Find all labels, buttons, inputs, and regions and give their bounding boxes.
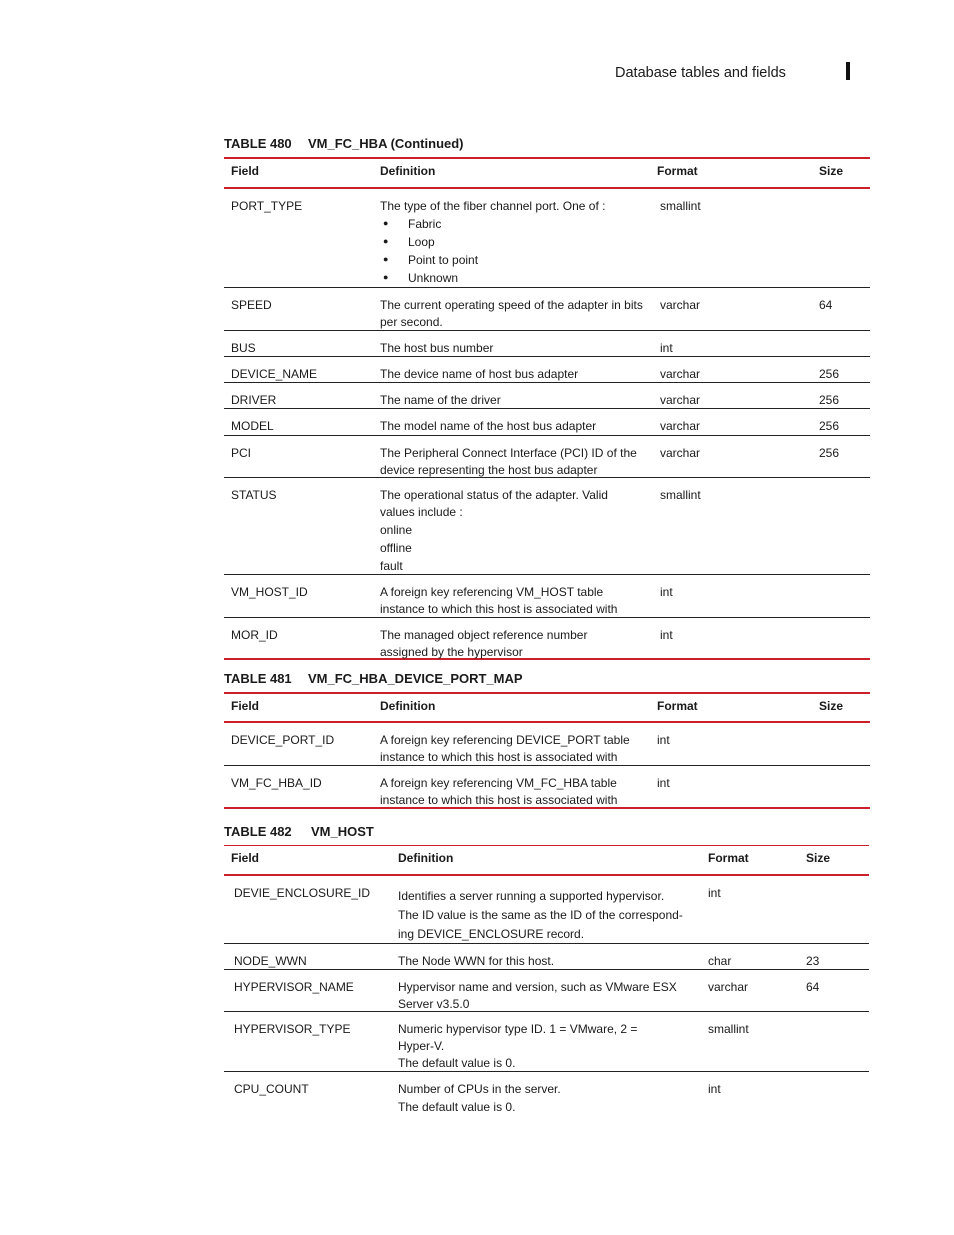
format-cell: int	[708, 1082, 721, 1096]
definition-cell: The Peripheral Connect Interface (PCI) ID of the device representing the host bus adapter	[380, 446, 637, 477]
format-cell: varchar	[660, 446, 701, 460]
definition-cell: The managed object reference number assigned by the hypervisor	[380, 628, 588, 659]
table-481	[224, 692, 870, 809]
bullet-item: ● Point to point	[380, 252, 645, 269]
definition-cell: The current operating speed of the adapter in bits per second.	[380, 298, 643, 329]
size-cell: 64	[819, 298, 833, 312]
field-cell: DEVICE_PORT_ID	[231, 733, 335, 747]
definition-cell	[398, 887, 698, 944]
table-row	[224, 189, 870, 288]
field-cell: DRIVER	[231, 393, 277, 407]
bullet-item: ● Fabric	[380, 216, 645, 233]
definition-cell	[398, 1021, 673, 1072]
table-row	[224, 723, 870, 766]
table-row	[224, 1072, 869, 1116]
table-caption	[224, 136, 464, 151]
definition-cell: The name of the driver	[380, 393, 501, 407]
definition-text: The operational status of the adapter. Valid values include :	[380, 488, 608, 519]
table-header-row	[224, 845, 869, 876]
definition-cell	[398, 1081, 698, 1115]
size-cell: 23	[806, 954, 820, 968]
field-cell: MODEL	[231, 419, 274, 433]
format-cell: int	[708, 886, 721, 900]
table-title: VM_HOST	[311, 824, 374, 839]
definition-cell: The model name of the host bus adapter	[380, 419, 597, 433]
format-cell: smallint	[660, 488, 701, 502]
field-cell: PORT_TYPE	[231, 199, 303, 213]
table-number: TABLE 480	[224, 136, 292, 151]
table-row	[224, 383, 870, 409]
size-cell: 256	[819, 367, 840, 381]
size-cell: 256	[819, 419, 840, 433]
format-cell: smallint	[708, 1022, 749, 1036]
format-cell: int	[657, 733, 670, 747]
format-cell: int	[660, 341, 673, 355]
table-number: TABLE 482	[224, 824, 292, 839]
table-row	[224, 1012, 869, 1072]
header-size: Size	[806, 851, 831, 865]
table-row	[224, 288, 870, 331]
table-row	[224, 409, 870, 436]
table-caption	[224, 671, 523, 686]
definition-cell	[380, 198, 645, 287]
field-cell: HYPERVISOR_NAME	[234, 980, 354, 994]
table-header-row	[224, 692, 870, 723]
definition-cell: The host bus number	[380, 341, 494, 355]
format-cell: int	[660, 585, 673, 599]
header-format: Format	[657, 164, 698, 178]
definition-text: Identifies a server running a supported hypervisor.	[398, 889, 665, 903]
header-definition: Definition	[398, 851, 454, 865]
format-cell: char	[708, 954, 732, 968]
definition-cell: The Node WWN for this host.	[398, 954, 555, 968]
value-item: fault	[380, 558, 403, 573]
header-field: Field	[231, 164, 260, 178]
table-482	[224, 845, 869, 1116]
field-cell: PCI	[231, 446, 252, 460]
field-cell: STATUS	[231, 488, 277, 502]
definition-cell: A foreign key referencing DEVICE_PORT table instance to which this host is associated with	[380, 733, 630, 764]
table-title: VM_FC_HBA_DEVICE_PORT_MAP	[308, 671, 523, 686]
definition-text-2: The default value is 0.	[398, 1099, 516, 1114]
format-cell: varchar	[660, 367, 701, 381]
definition-text: Numeric hypervisor type ID. 1 = VMware, 2 = Hyper-V.	[398, 1022, 638, 1053]
definition-cell: A foreign key referencing VM_HOST table instance to which this host is associated with	[380, 585, 618, 616]
table-row	[224, 766, 870, 809]
format-cell: varchar	[708, 980, 749, 994]
table-row	[224, 876, 869, 944]
header-field: Field	[231, 699, 260, 713]
header-format: Format	[708, 851, 749, 865]
value-item: online	[380, 522, 413, 537]
table-480	[224, 157, 870, 660]
field-cell: MOR_ID	[231, 628, 278, 642]
bullet-item: ● Unknown	[380, 270, 645, 287]
format-cell: varchar	[660, 298, 701, 312]
table-row	[224, 575, 870, 618]
definition-cell: Hypervisor name and version, such as VMware ESX Server v3.5.0	[398, 980, 677, 1011]
header-size: Size	[819, 699, 844, 713]
table-row	[224, 478, 870, 575]
table-title: VM_FC_HBA (Continued)	[308, 136, 464, 151]
definition-text-2: The ID value is the same as the ID of the correspond- ing DEVICE_ENCLOSURE record.	[398, 908, 683, 941]
table-row	[224, 436, 870, 478]
field-cell: SPEED	[231, 298, 272, 312]
format-cell: int	[660, 628, 673, 642]
table-caption	[224, 824, 374, 839]
table-row	[224, 618, 870, 660]
table-header-row	[224, 157, 870, 189]
definition-text-2: The default value is 0.	[398, 1056, 516, 1070]
field-cell: VM_FC_HBA_ID	[231, 776, 322, 790]
field-cell: DEVIE_ENCLOSURE_ID	[234, 886, 371, 900]
size-cell: 256	[819, 393, 840, 407]
definition-cell: A foreign key referencing VM_FC_HBA table instance to which this host is associated with	[380, 776, 618, 807]
field-cell: BUS	[231, 341, 256, 355]
page-header-title: Database tables and fields	[615, 65, 786, 81]
table-row	[224, 331, 870, 357]
bullet-item: ● Loop	[380, 234, 645, 251]
format-cell: varchar	[660, 419, 701, 433]
field-cell: HYPERVISOR_TYPE	[234, 1022, 351, 1036]
field-cell: NODE_WWN	[234, 954, 307, 968]
size-cell: 256	[819, 446, 840, 460]
header-definition: Definition	[380, 164, 436, 178]
field-cell: VM_HOST_ID	[231, 585, 308, 599]
size-cell: 64	[806, 980, 820, 994]
table-row	[224, 944, 869, 970]
table-row	[224, 970, 869, 1012]
definition-cell: The device name of host bus adapter	[380, 367, 579, 381]
field-cell: DEVICE_NAME	[231, 367, 318, 381]
definition-text: Number of CPUs in the server.	[398, 1082, 561, 1096]
header-field: Field	[231, 851, 260, 865]
format-cell: smallint	[660, 199, 701, 213]
value-item: offline	[380, 540, 412, 555]
page-header-bar	[846, 62, 850, 80]
definition-text: The type of the fiber channel port. One of :	[380, 199, 606, 213]
table-number: TABLE 481	[224, 671, 292, 686]
field-cell: CPU_COUNT	[234, 1082, 309, 1096]
header-format: Format	[657, 699, 698, 713]
table-row	[224, 357, 870, 383]
format-cell: varchar	[660, 393, 701, 407]
definition-cell	[380, 487, 645, 574]
format-cell: int	[657, 776, 670, 790]
header-size: Size	[819, 164, 844, 178]
header-definition: Definition	[380, 699, 436, 713]
